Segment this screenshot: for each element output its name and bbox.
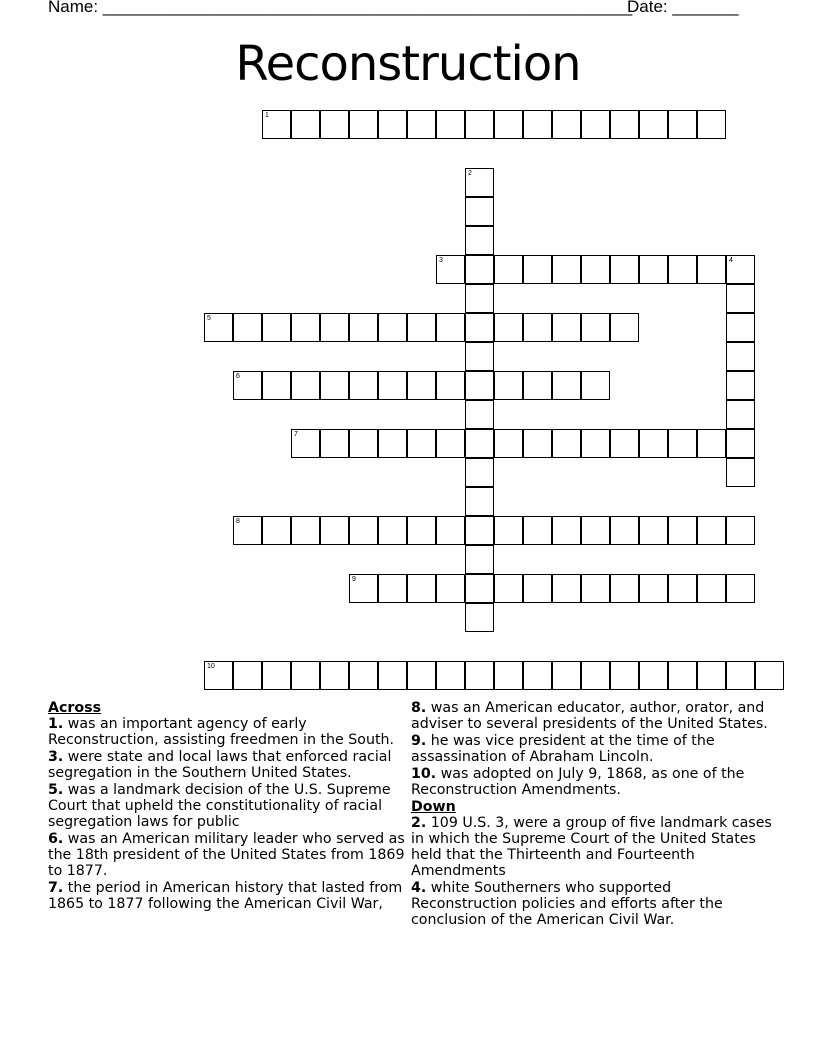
grid-cell[interactable] (726, 284, 755, 313)
across-clue-list-continued (411, 700, 776, 798)
grid-cell[interactable] (378, 574, 407, 603)
clue-text: were state and local laws that enforced racial segregation in the Southern United States. (48, 749, 392, 781)
grid-cell[interactable] (436, 255, 465, 284)
grid-cell[interactable] (465, 197, 494, 226)
grid-cell[interactable] (436, 371, 465, 400)
grid-cell[interactable] (320, 429, 349, 458)
clue-text: was a landmark decision of the U.S. Supreme Court that upheld the constitutionality of racial segregation laws for public (48, 782, 391, 830)
grid-cell[interactable] (639, 574, 668, 603)
grid-cell[interactable] (523, 313, 552, 342)
grid-cell[interactable] (581, 516, 610, 545)
grid-cell[interactable] (465, 429, 494, 458)
clues-left-column (48, 700, 413, 913)
grid-cell[interactable] (494, 255, 523, 284)
grid-cell[interactable] (610, 516, 639, 545)
grid-cell[interactable] (291, 429, 320, 458)
grid-cell[interactable] (581, 313, 610, 342)
grid-cell[interactable] (581, 110, 610, 139)
across-heading: Across (48, 700, 102, 716)
grid-cell[interactable] (697, 255, 726, 284)
grid-cell[interactable] (407, 661, 436, 690)
grid-cell[interactable] (726, 371, 755, 400)
grid-cell[interactable] (552, 574, 581, 603)
grid-cell[interactable] (465, 226, 494, 255)
grid-cell[interactable] (436, 661, 465, 690)
grid-cell[interactable] (465, 110, 494, 139)
grid-cell[interactable] (552, 110, 581, 139)
clue-number: 9. (411, 733, 427, 749)
grid-cell[interactable] (465, 371, 494, 400)
grid-cell[interactable] (349, 313, 378, 342)
grid-cell[interactable] (233, 661, 262, 690)
grid-cell[interactable] (291, 313, 320, 342)
grid-cell[interactable] (204, 313, 233, 342)
grid-cell[interactable] (726, 400, 755, 429)
grid-cell[interactable] (494, 313, 523, 342)
grid-cell[interactable] (436, 574, 465, 603)
grid-cell[interactable] (639, 110, 668, 139)
clue-text: white Southerners who supported Reconstruction policies and efforts after the conclusion of the American Civil War. (411, 880, 723, 928)
name-field-label: Name: ________________________________________________________ (48, 0, 633, 16)
cell-number: 9 (352, 576, 356, 583)
grid-cell[interactable] (726, 661, 755, 690)
grid-cell[interactable] (407, 313, 436, 342)
clue-text: was adopted on July 9, 1868, as one of the Reconstruction Amendments. (411, 766, 745, 798)
grid-cell[interactable] (349, 429, 378, 458)
grid-cell[interactable] (523, 371, 552, 400)
grid-cell[interactable] (610, 661, 639, 690)
date-field-label: Date: _______ (627, 0, 739, 16)
grid-cell[interactable] (320, 516, 349, 545)
clue-item (411, 766, 776, 798)
grid-cell[interactable] (349, 371, 378, 400)
grid-cell[interactable] (320, 110, 349, 139)
grid-cell[interactable] (407, 371, 436, 400)
grid-cell[interactable] (494, 110, 523, 139)
grid-cell[interactable] (581, 661, 610, 690)
grid-cell[interactable] (668, 516, 697, 545)
grid-cell[interactable] (262, 661, 291, 690)
clue-text: was an American military leader who served as the 18th president of the United States from 1869 to 1877. (48, 831, 405, 879)
grid-cell[interactable] (639, 516, 668, 545)
grid-cell[interactable] (523, 574, 552, 603)
grid-cell[interactable] (378, 516, 407, 545)
grid-cell[interactable] (523, 110, 552, 139)
grid-cell[interactable] (581, 574, 610, 603)
cell-number: 2 (468, 170, 472, 177)
grid-cell[interactable] (465, 661, 494, 690)
grid-cell[interactable] (581, 371, 610, 400)
clue-number: 2. (411, 815, 427, 831)
cell-number: 8 (236, 518, 240, 525)
clue-item (411, 880, 776, 928)
grid-cell[interactable] (233, 516, 262, 545)
grid-cell[interactable] (320, 661, 349, 690)
grid-cell[interactable] (639, 255, 668, 284)
grid-cell[interactable] (726, 516, 755, 545)
grid-cell[interactable] (378, 313, 407, 342)
down-heading: Down (411, 799, 456, 815)
grid-cell[interactable] (639, 429, 668, 458)
grid-cell[interactable] (465, 487, 494, 516)
grid-cell[interactable] (726, 255, 755, 284)
grid-cell[interactable] (378, 371, 407, 400)
grid-cell[interactable] (755, 661, 784, 690)
grid-cell[interactable] (291, 110, 320, 139)
grid-cell[interactable] (320, 313, 349, 342)
grid-cell[interactable] (726, 458, 755, 487)
grid-cell[interactable] (349, 574, 378, 603)
grid-cell[interactable] (610, 429, 639, 458)
down-clue-list (411, 815, 776, 928)
grid-cell[interactable] (552, 516, 581, 545)
grid-cell[interactable] (610, 574, 639, 603)
grid-cell[interactable] (697, 516, 726, 545)
grid-cell[interactable] (523, 429, 552, 458)
grid-cell[interactable] (668, 110, 697, 139)
clue-number: 4. (411, 880, 427, 896)
grid-cell[interactable] (349, 110, 378, 139)
cell-number: 4 (729, 257, 733, 264)
clue-text: he was vice president at the time of the assassination of Abraham Lincoln. (411, 733, 715, 765)
grid-cell[interactable] (291, 661, 320, 690)
clue-number: 8. (411, 700, 427, 716)
clue-item (48, 831, 413, 879)
grid-cell[interactable] (465, 313, 494, 342)
cell-number: 7 (294, 431, 298, 438)
grid-cell[interactable] (494, 429, 523, 458)
grid-cell[interactable] (320, 371, 349, 400)
grid-cell[interactable] (639, 661, 668, 690)
grid-cell[interactable] (436, 313, 465, 342)
grid-cell[interactable] (494, 574, 523, 603)
grid-cell[interactable] (349, 516, 378, 545)
grid-cell[interactable] (407, 429, 436, 458)
clue-text: 109 U.S. 3, were a group of five landmark cases in which the Supreme Court of the United States held that the Thirteenth and Fourteenth Amendments (411, 815, 772, 879)
grid-cell[interactable] (465, 545, 494, 574)
grid-cell[interactable] (407, 574, 436, 603)
clue-item (411, 733, 776, 765)
clue-number: 7. (48, 880, 64, 896)
cell-number: 6 (236, 373, 240, 380)
grid-cell[interactable] (465, 516, 494, 545)
grid-cell[interactable] (233, 371, 262, 400)
clue-item (411, 815, 776, 879)
grid-cell[interactable] (465, 458, 494, 487)
grid-cell[interactable] (494, 661, 523, 690)
grid-cell[interactable] (465, 168, 494, 197)
grid-cell[interactable] (697, 429, 726, 458)
grid-cell[interactable] (262, 516, 291, 545)
grid-cell[interactable] (378, 110, 407, 139)
grid-cell[interactable] (494, 371, 523, 400)
grid-cell[interactable] (204, 661, 233, 690)
grid-cell[interactable] (436, 429, 465, 458)
grid-cell[interactable] (407, 516, 436, 545)
grid-cell[interactable] (291, 516, 320, 545)
cell-number: 10 (207, 663, 215, 670)
grid-cell[interactable] (581, 255, 610, 284)
grid-cell[interactable] (726, 342, 755, 371)
grid-cell[interactable] (697, 110, 726, 139)
grid-cell[interactable] (465, 255, 494, 284)
clue-text: was an American educator, author, orator, and adviser to several presidents of the United States. (411, 700, 768, 732)
page-title: Reconstruction (235, 36, 581, 92)
cell-number: 5 (207, 315, 211, 322)
clues-right-column (411, 700, 776, 929)
cell-number: 3 (439, 257, 443, 264)
grid-cell[interactable] (465, 574, 494, 603)
clue-item (48, 749, 413, 781)
clue-item (411, 700, 776, 732)
grid-cell[interactable] (523, 661, 552, 690)
clue-number: 6. (48, 831, 64, 847)
grid-cell[interactable] (465, 342, 494, 371)
clue-number: 1. (48, 716, 64, 732)
grid-cell[interactable] (436, 110, 465, 139)
grid-cell[interactable] (668, 429, 697, 458)
grid-cell[interactable] (610, 110, 639, 139)
grid-cell[interactable] (349, 661, 378, 690)
grid-cell[interactable] (407, 110, 436, 139)
grid-cell[interactable] (465, 603, 494, 632)
grid-cell[interactable] (262, 110, 291, 139)
grid-cell[interactable] (436, 516, 465, 545)
clue-item (48, 880, 413, 912)
grid-cell[interactable] (233, 313, 262, 342)
grid-cell[interactable] (523, 516, 552, 545)
grid-cell[interactable] (610, 255, 639, 284)
grid-cell[interactable] (465, 400, 494, 429)
grid-cell[interactable] (262, 313, 291, 342)
clue-number: 10. (411, 766, 437, 782)
grid-cell[interactable] (523, 255, 552, 284)
grid-cell[interactable] (552, 255, 581, 284)
grid-cell[interactable] (494, 516, 523, 545)
clue-item (48, 716, 413, 748)
grid-cell[interactable] (552, 371, 581, 400)
grid-cell[interactable] (581, 429, 610, 458)
grid-cell[interactable] (552, 661, 581, 690)
grid-cell[interactable] (668, 255, 697, 284)
grid-cell[interactable] (697, 574, 726, 603)
grid-cell[interactable] (610, 313, 639, 342)
grid-cell[interactable] (378, 661, 407, 690)
grid-cell[interactable] (668, 574, 697, 603)
clue-number: 5. (48, 782, 64, 798)
clue-text: the period in American history that lasted from 1865 to 1877 following the American Civil War, (48, 880, 403, 912)
grid-cell[interactable] (552, 313, 581, 342)
grid-cell[interactable] (552, 429, 581, 458)
clue-item (48, 782, 413, 830)
cell-number: 1 (265, 112, 269, 119)
across-clue-list (48, 716, 413, 912)
clue-number: 3. (48, 749, 64, 765)
clue-text: was an important agency of early Reconstruction, assisting freedmen in the South. (48, 716, 395, 748)
grid-cell[interactable] (262, 371, 291, 400)
grid-cell[interactable] (378, 429, 407, 458)
grid-cell[interactable] (726, 429, 755, 458)
grid-cell[interactable] (291, 371, 320, 400)
grid-cell[interactable] (668, 661, 697, 690)
grid-cell[interactable] (726, 574, 755, 603)
grid-cell[interactable] (726, 313, 755, 342)
grid-cell[interactable] (465, 284, 494, 313)
grid-cell[interactable] (697, 661, 726, 690)
